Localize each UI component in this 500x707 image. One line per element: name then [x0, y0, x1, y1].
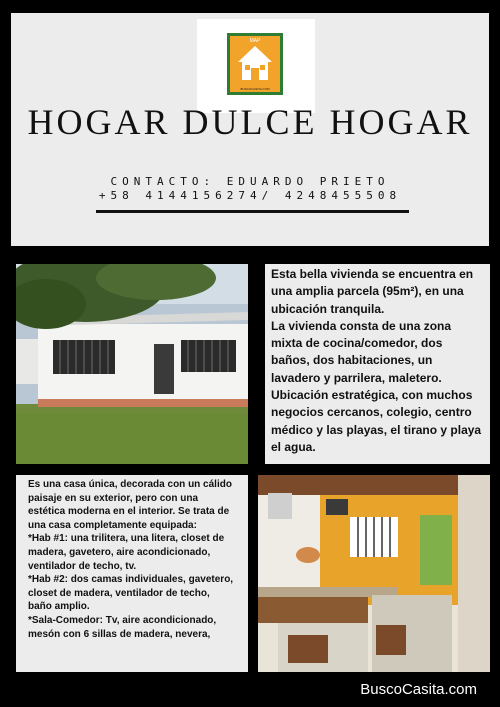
house-interior-photo [258, 475, 490, 672]
page-title: HOGAR DULCE HOGAR [27, 102, 473, 142]
logo [197, 19, 315, 113]
contact-phones: +58 4144156274/ 4248455508 [98, 189, 402, 202]
house-logo-icon [227, 33, 283, 95]
description-main-panel [265, 264, 490, 464]
contact-name: CONTACTO: EDUARDO PRIETO [110, 175, 390, 188]
brand-watermark: BuscoCasita.com [360, 681, 477, 698]
house-exterior-photo [16, 264, 248, 464]
logo-text: MAP [249, 38, 261, 44]
description-details: Es una casa única, decorada con un cálido paisaje en su exterior, pero con una estética moderna en el interior. Se trata de una casa completamente equipada: *Hab #1: una trilitera, una litera, closet de madera, gavetero, aire acondicionado, ventilador de techo, tv. *Hab #2: dos camas individuales, gavetero, closet de madera, ventilador de techo, baño amplio. *Sala-Comedor: Tv, aire acondicionado, mesón con 6 sillas de madera, nevera, [28, 479, 234, 640]
contact-info [11, 175, 489, 203]
header-panel [11, 13, 489, 246]
description-details-panel [16, 475, 248, 672]
divider [96, 210, 409, 213]
description-main: Esta bella vivienda se encuentra en una amplia parcela (95m²), en una ubicación tranquila. La vivienda consta de una zona mixta de cocina/comedor, dos baños, dos habitaciones, un lavadero y parrilera, maletero. Ubicación estratégica, con muchos negocios cercanos, colegio, centro médico y las playas, el tirano y playa el agua. [271, 267, 482, 454]
logo-small-text: BUSCOCASITA.COM [240, 87, 270, 91]
